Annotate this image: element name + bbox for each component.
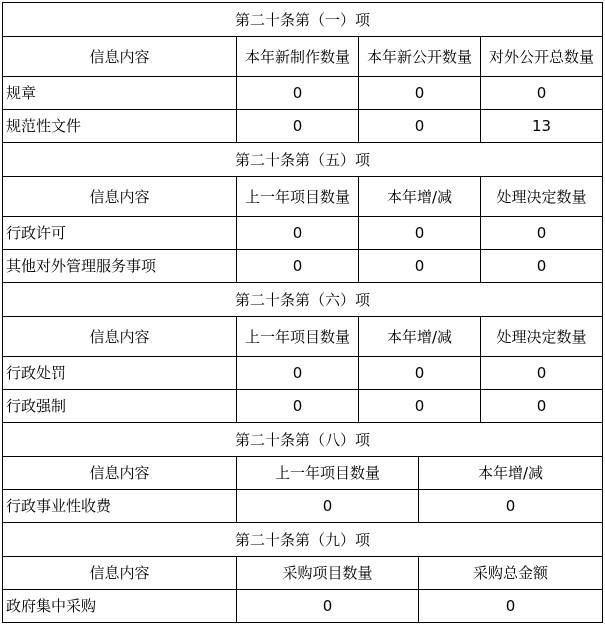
cell-value: 0	[419, 590, 603, 623]
table-row	[3, 110, 603, 143]
column-header: 本年新公开数量	[359, 37, 481, 77]
section-title: 第二十条第（六）项	[3, 283, 603, 317]
column-header: 对外公开总数量	[481, 37, 603, 77]
cell-value: 0	[359, 390, 481, 423]
cell-value: 0	[237, 490, 419, 523]
column-header: 本年增/减	[419, 457, 603, 490]
column-header: 采购总金额	[419, 557, 603, 590]
cell-value: 0	[359, 110, 481, 143]
column-header: 本年新制作数量	[237, 37, 359, 77]
table-row	[3, 390, 603, 423]
table-row	[3, 490, 603, 523]
cell-value: 0	[359, 357, 481, 390]
cell-value: 13	[481, 110, 603, 143]
row-label: 行政处罚	[3, 357, 237, 390]
column-header: 本年增/减	[359, 317, 481, 357]
cell-value: 0	[237, 250, 359, 283]
table-row	[3, 357, 603, 390]
column-header: 处理决定数量	[481, 177, 603, 217]
section-title: 第二十条第（一）项	[3, 3, 603, 37]
column-header: 采购项目数量	[237, 557, 419, 590]
row-label: 行政许可	[3, 217, 237, 250]
section-title: 第二十条第（八）项	[3, 423, 603, 457]
disclosure-table	[2, 2, 603, 623]
cell-value: 0	[359, 250, 481, 283]
section-title: 第二十条第（九）项	[3, 523, 603, 557]
cell-value: 0	[359, 217, 481, 250]
row-label: 其他对外管理服务事项	[3, 250, 237, 283]
cell-value: 0	[237, 357, 359, 390]
row-label: 规范性文件	[3, 110, 237, 143]
column-header: 上一年项目数量	[237, 317, 359, 357]
table-row	[3, 590, 603, 623]
column-header: 上一年项目数量	[237, 177, 359, 217]
cell-value: 0	[359, 77, 481, 110]
column-header: 处理决定数量	[481, 317, 603, 357]
table-row	[3, 217, 603, 250]
section-title: 第二十条第（五）项	[3, 143, 603, 177]
cell-value: 0	[481, 390, 603, 423]
cell-value: 0	[237, 77, 359, 110]
column-header: 信息内容	[3, 557, 237, 590]
table-row	[3, 250, 603, 283]
column-header: 本年增/减	[359, 177, 481, 217]
cell-value: 0	[237, 110, 359, 143]
column-header: 信息内容	[3, 317, 237, 357]
cell-value: 0	[481, 250, 603, 283]
row-label: 规章	[3, 77, 237, 110]
table-row	[3, 77, 603, 110]
cell-value: 0	[419, 490, 603, 523]
column-header: 上一年项目数量	[237, 457, 419, 490]
row-label: 行政事业性收费	[3, 490, 237, 523]
row-label: 行政强制	[3, 390, 237, 423]
row-label: 政府集中采购	[3, 590, 237, 623]
cell-value: 0	[481, 357, 603, 390]
cell-value: 0	[237, 590, 419, 623]
column-header: 信息内容	[3, 37, 237, 77]
column-header: 信息内容	[3, 177, 237, 217]
cell-value: 0	[481, 217, 603, 250]
cell-value: 0	[237, 217, 359, 250]
cell-value: 0	[237, 390, 359, 423]
column-header: 信息内容	[3, 457, 237, 490]
cell-value: 0	[481, 77, 603, 110]
